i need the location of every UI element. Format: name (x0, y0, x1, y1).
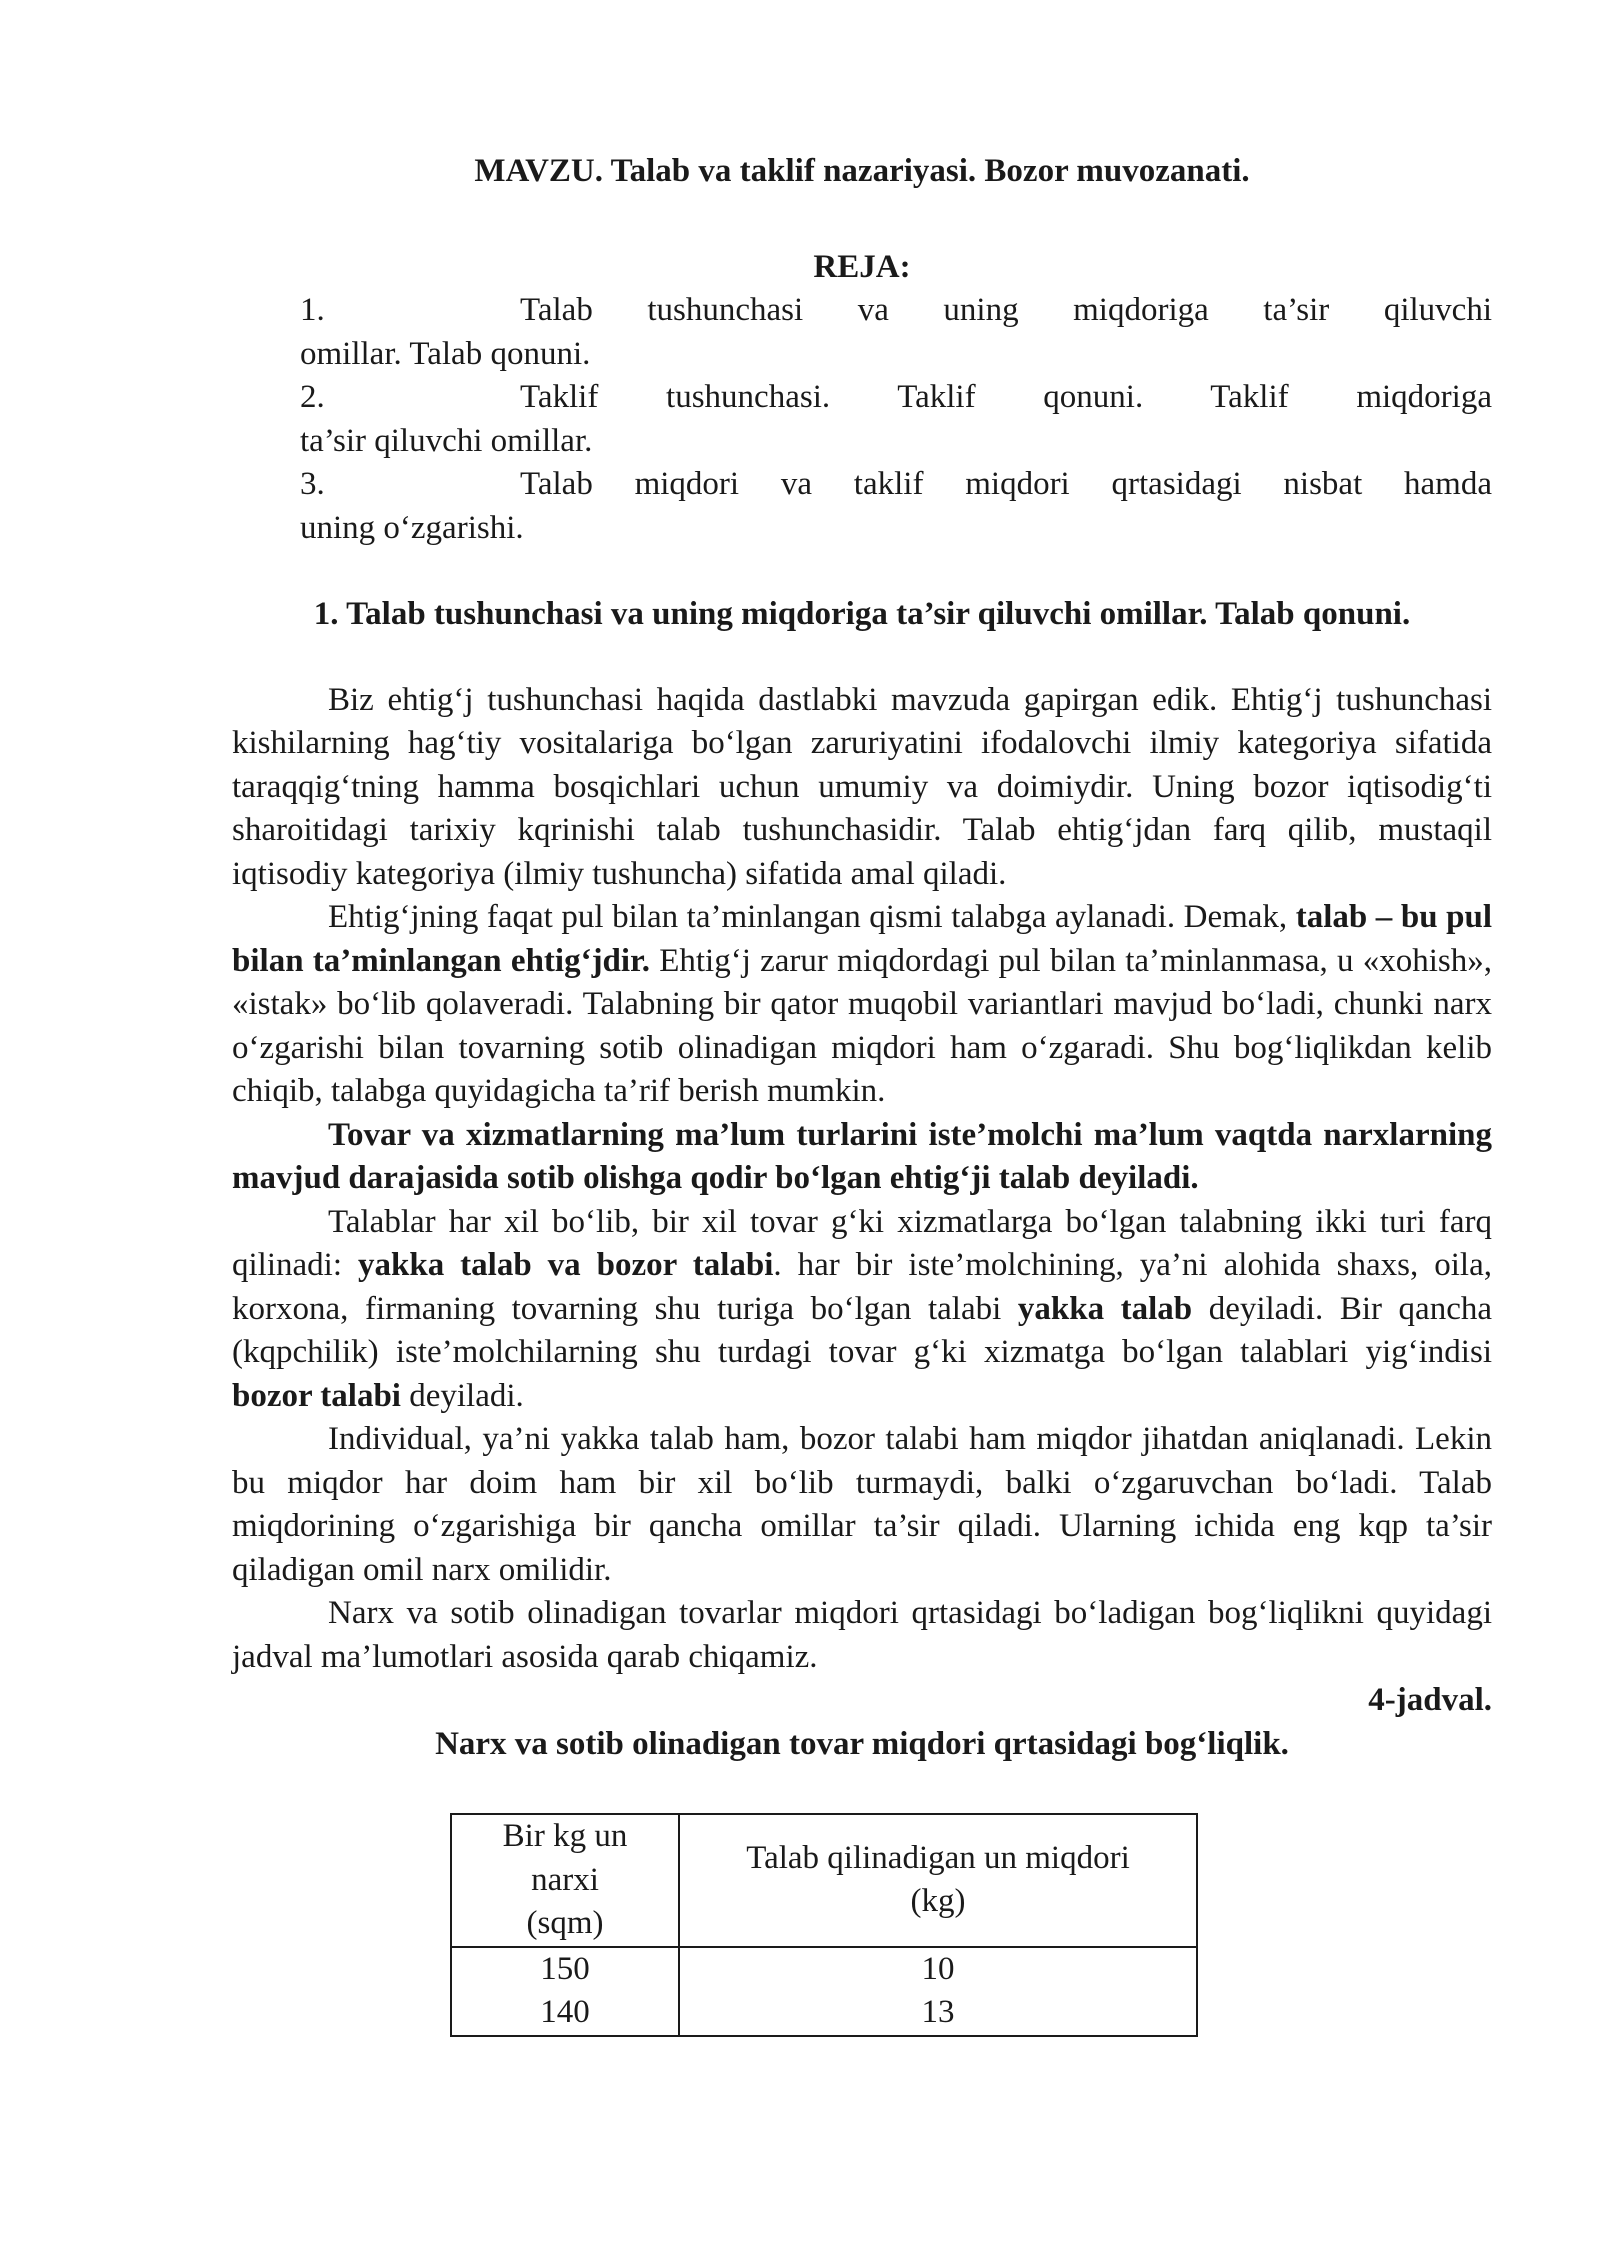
plan-item (232, 289, 1492, 376)
plan-item-text (300, 376, 1492, 463)
data-table (450, 1813, 1198, 2037)
plan-item-line: Talab miqdori va taklif miqdori qrtasidagi nisbat hamda (520, 466, 1492, 502)
paragraph-text: deyiladi. Bir qancha (kqpchilik) iste’molchilarning shu turdagi tovar g‘ki xizmatga bo‘lgan talablari yig‘indisi (232, 1290, 1492, 1370)
table-cell: 13 (679, 1991, 1197, 2036)
plan-heading: REJA: (813, 248, 911, 285)
paragraph: Narx va sotib olinadigan tovarlar miqdori qrtasidagi bo‘ladigan bog‘liqlikni quyidagi jadval ma’lumotlari asosida qarab chiqamiz. (232, 1595, 1492, 1675)
paragraph-text: Talablar har xil bo‘lib, bir xil tovar g‘ki xizmatlarga bo‘lgan talabning ikki turi farq qilinadi: (232, 1203, 1492, 1283)
table-row (451, 1991, 1197, 2036)
table-cell: 140 (451, 1991, 679, 2036)
paragraph-text: deyiladi. (400, 1377, 524, 1414)
plan-item-text (300, 463, 1492, 550)
plan-item-line: Taklif tushunchasi. Taklif qonuni. Taklif miqdoriga (520, 379, 1492, 415)
table-header-cell (451, 1814, 679, 1947)
bold-term: yakka talab va bozor talabi (357, 1247, 774, 1283)
plan-list (232, 289, 1492, 550)
table-cell: 150 (451, 1947, 679, 1992)
header-line: Talab qilinadigan un miqdori (746, 1839, 1130, 1876)
plan-item (232, 376, 1492, 463)
plan-item-line: omillar. Talab qonuni. (300, 335, 591, 372)
plan-item-line: ta’sir qiluvchi omillar. (300, 422, 593, 459)
plan-item-number: 2. (300, 379, 325, 415)
plan-item-text (300, 289, 1492, 376)
table-header-row (451, 1814, 1197, 1947)
section-heading: 1. Talab tushunchasi va uning miqdoriga ta’sir qiluvchi omillar. Talab qonuni. (313, 596, 1411, 632)
bold-definition: Tovar va xizmatlarning ma’lum turlarini iste’molchi ma’lum vaqtda narxlarning mavjud darajasida sotib olishga qodir bo‘lgan ehtig‘ji talab deyiladi. (232, 1116, 1492, 1196)
plan-item-number: 1. (300, 292, 325, 328)
definition-paragraph (232, 1114, 1492, 1201)
paragraph: Individual, ya’ni yakka talab ham, bozor talabi ham miqdor jihatdan aniqlanadi. Lekin bu miqdor har doim ham bir xil bo‘lib turmaydi, balki o‘zgaruvchan bo‘ladi. Talab miqdorining o‘zgarishiga bir qancha omillar ta’sir qiladi. Ularning ichida eng kqp ta’sir qiladigan omil narx omilidir. (232, 1421, 1492, 1588)
page-title: MAVZU. Talab va taklif nazariyasi. Bozor muvozanati. (474, 153, 1250, 189)
plan-item-line: Talab tushunchasi va uning miqdoriga ta’sir qiluvchi (520, 292, 1492, 328)
bold-term: bozor talabi (232, 1377, 401, 1414)
table-row (451, 1947, 1197, 1992)
plan-item (232, 463, 1492, 550)
paragraph-text: Ehtig‘j zarur miqdordagi pul bilan ta’minlanmasa, u «xohish», «istak» bo‘lib qolaveradi. Talabning bir qator muqobil variantlari mavjud bo‘ladi, chunki narx o‘zgarishi bilan tovarning sotib olinadigan miqdori ham o‘zgaradi. Shu bog‘liqlikdan kelib chiqib, talabga quyidagicha ta’rif berish mumkin. (232, 942, 1492, 1109)
table-header-cell (679, 1814, 1197, 1947)
table-cell: 10 (679, 1947, 1197, 1992)
bold-term: yakka talab (1017, 1290, 1193, 1327)
paragraph (232, 1201, 1492, 1419)
paragraph-text: Ehtig‘jning faqat pul bilan ta’minlangan qismi talabga aylanadi. Demak, (328, 899, 1296, 935)
table-caption: Narx va sotib olinadigan tovar miqdori qrtasidagi bog‘liqlik. (435, 1725, 1289, 1762)
paragraph-text: . har bir iste’molchining, ya’ni alohida shaxs, oila, korxona, firmaning tovarning shu turiga bo‘lgan talabi (232, 1247, 1492, 1327)
plan-item-number: 3. (300, 466, 325, 502)
table-label: 4-jadval. (1368, 1682, 1492, 1718)
header-line: (kg) (910, 1883, 966, 1920)
header-line: (sqm) (526, 1905, 604, 1941)
bold-definition: talab – bu pul bilan ta’minlangan ehtig‘jdir. (232, 899, 1492, 979)
plan-item-line: uning o‘zgarishi. (300, 509, 524, 546)
header-line: Bir kg un narxi (502, 1818, 628, 1898)
paragraph: Biz ehtig‘j tushunchasi haqida dastlabki mavzuda gapirgan edik. Ehtig‘j tushunchasi kishilarning hag‘tiy vositalariga bo‘lgan zaruriyatini ifodalovchi ilmiy kategoriya sifatida taraqqig‘tning hamma bosqichlari uchun umumiy va doimiydir. Uning bozor iqtisodig‘ti sharoitidagi tarixiy kqrinishi talab tushunchasidir. Talab ehtig‘jdan farq qilib, mustaqil iqtisodiy kategoriya (ilmiy tushuncha) sifatida amal qiladi. (232, 681, 1492, 892)
paragraph (232, 896, 1492, 1114)
document-page (232, 150, 1492, 2037)
